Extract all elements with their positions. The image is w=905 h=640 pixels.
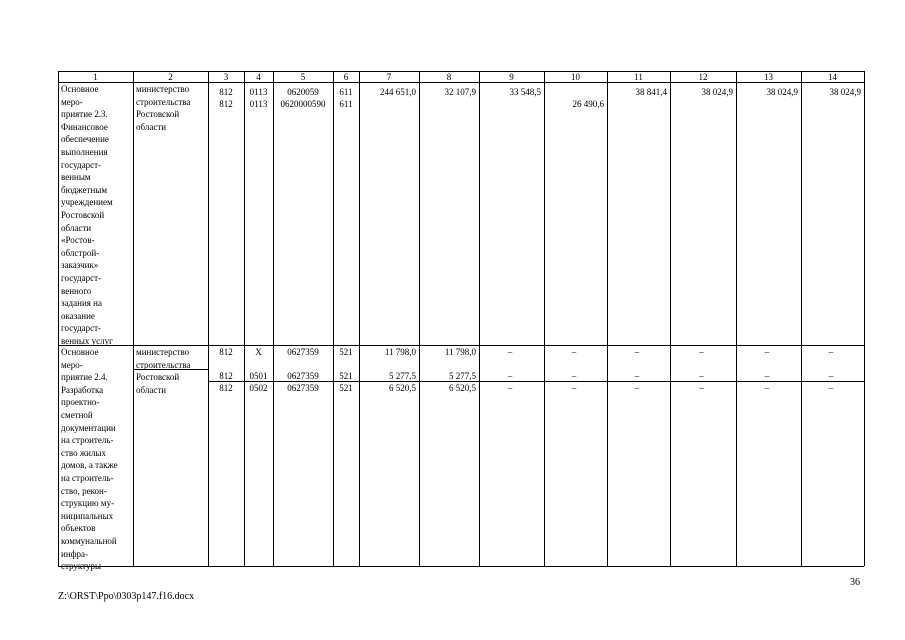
measure-name-line: струкцию му- bbox=[61, 498, 115, 509]
cell-c12: – bbox=[699, 371, 704, 381]
table-rule bbox=[479, 71, 480, 566]
column-number: 12 bbox=[698, 72, 708, 82]
cell-c12: – bbox=[699, 347, 704, 357]
table-rule bbox=[133, 71, 134, 566]
column-number: 2 bbox=[168, 72, 173, 82]
table-rule bbox=[864, 71, 865, 566]
table-rule bbox=[58, 566, 864, 567]
measure-name-line: государст- bbox=[61, 323, 101, 334]
column-number: 11 bbox=[634, 72, 643, 82]
measure-name-line: Основное bbox=[61, 347, 99, 357]
measure-name-line: проектно- bbox=[61, 397, 100, 408]
cell-c11: – bbox=[634, 371, 640, 381]
column-number: 8 bbox=[446, 72, 452, 82]
column-number: 9 bbox=[509, 72, 514, 82]
cell-c3: 812 bbox=[219, 99, 233, 109]
table-rule bbox=[736, 71, 737, 566]
measure-name-line: ство, рекон- bbox=[61, 485, 107, 496]
measure-name-line: приятие 2.3. bbox=[61, 109, 108, 120]
table-rule bbox=[607, 71, 608, 566]
cell-c9: 33 548,5 bbox=[509, 87, 541, 97]
measure-name-line: документации bbox=[61, 422, 116, 433]
measure-name-line: Ростовской bbox=[61, 210, 105, 220]
cell-c5: 0627359 bbox=[287, 383, 319, 393]
cell-c4: 0113 bbox=[249, 87, 268, 97]
measure-name-line: венным bbox=[61, 172, 91, 183]
table-rule bbox=[58, 71, 59, 566]
cell-c10: – bbox=[571, 383, 577, 393]
cell-c9: – bbox=[507, 371, 513, 381]
measure-name-line: государст- bbox=[61, 159, 101, 170]
cell-c8: 6 520,5 bbox=[449, 383, 476, 393]
measure-name-line: на строитель- bbox=[61, 435, 114, 446]
cell-c3: 812 bbox=[219, 371, 233, 381]
measure-name-line: венного bbox=[61, 285, 92, 296]
cell-c6: 611 bbox=[339, 87, 353, 97]
column-number: 7 bbox=[386, 72, 392, 82]
measure-name-line: инфра- bbox=[61, 548, 88, 559]
cell-c9: – bbox=[507, 347, 513, 357]
cell-c5: 0627359 bbox=[287, 347, 319, 357]
measure-name-line: меро- bbox=[61, 96, 83, 107]
measure-name-line: Финансовое bbox=[61, 121, 108, 132]
measure-name-line: структуры bbox=[61, 561, 102, 572]
cell-c14: – bbox=[828, 347, 834, 357]
cell-c4: X bbox=[255, 347, 262, 357]
measure-name-line: области bbox=[61, 222, 92, 233]
table-rule bbox=[333, 71, 334, 566]
cell-c6: 521 bbox=[339, 383, 353, 393]
measure-name-line: «Ростов- bbox=[61, 235, 95, 246]
measure-name-line: венных услуг bbox=[61, 336, 113, 346]
cell-c5: 0620000590 bbox=[280, 99, 326, 109]
cell-c8: 5 277,5 bbox=[449, 371, 476, 381]
table-rule bbox=[273, 71, 274, 566]
column-number: 4 bbox=[256, 72, 261, 82]
table-rule bbox=[359, 71, 360, 566]
cell-c8: 11 798,0 bbox=[444, 347, 476, 357]
measure-name-line: приятие 2.4. bbox=[61, 372, 108, 383]
cell-c3: 812 bbox=[219, 347, 233, 357]
cell-c4: 0113 bbox=[249, 99, 268, 109]
measure-name-line: ство жилых bbox=[61, 447, 106, 458]
column-number: 6 bbox=[343, 72, 349, 82]
measure-name-line: Основное bbox=[61, 84, 99, 94]
file-path: Z:\ORST\Ppo\0303p147.f16.docx bbox=[58, 591, 195, 602]
cell-c13: – bbox=[764, 371, 770, 381]
cell-c12: – bbox=[699, 383, 704, 393]
cell-c13: 38 024,9 bbox=[766, 87, 798, 97]
measure-name-line: Разработка bbox=[61, 384, 104, 395]
cell-c10: – bbox=[571, 371, 577, 381]
cell-c5: 0627359 bbox=[287, 371, 319, 381]
measure-name-line: облстрой- bbox=[61, 247, 100, 258]
executor-line: области bbox=[136, 121, 167, 132]
executor-line: Ростовской bbox=[136, 372, 180, 383]
cell-c6: 521 bbox=[339, 347, 353, 357]
column-number: 13 bbox=[764, 72, 773, 82]
measure-name-line: учреждением bbox=[61, 197, 113, 208]
measure-name-line: выполнения bbox=[61, 147, 108, 157]
table-rule bbox=[544, 71, 545, 566]
executor-line: строительства bbox=[136, 96, 191, 107]
measure-name-line: на строитель- bbox=[61, 473, 114, 483]
cell-c5: 0620059 bbox=[287, 87, 319, 97]
column-number: 14 bbox=[828, 72, 837, 82]
cell-c6: 611 bbox=[339, 99, 353, 109]
cell-c10: 26 490,6 bbox=[572, 99, 604, 109]
executor-line: области bbox=[136, 384, 167, 395]
cell-c11: – bbox=[634, 347, 640, 357]
measure-name-line: объектов bbox=[61, 523, 96, 534]
cell-c11: – bbox=[634, 383, 640, 393]
executor-line: строительства bbox=[136, 359, 191, 370]
measure-name-line: государст- bbox=[61, 273, 101, 283]
executor-line: министерство bbox=[136, 84, 190, 94]
measure-name-line: меро- bbox=[61, 359, 83, 370]
page-number: 36 bbox=[850, 577, 860, 588]
cell-c7: 11 798,0 bbox=[384, 347, 416, 357]
table-rule bbox=[208, 71, 209, 566]
cell-c14: – bbox=[828, 371, 834, 381]
cell-c11: 38 841,4 bbox=[635, 87, 667, 97]
table-rule bbox=[244, 71, 245, 566]
column-number: 10 bbox=[571, 72, 580, 82]
cell-c12: 38 024,9 bbox=[701, 87, 733, 97]
table-rule bbox=[801, 71, 802, 566]
cell-c9: – bbox=[507, 383, 513, 393]
column-number: 1 bbox=[93, 72, 98, 82]
cell-c13: – bbox=[764, 383, 770, 393]
cell-c14: 38 024,9 bbox=[829, 87, 861, 97]
table-rule bbox=[670, 71, 671, 566]
column-number: 3 bbox=[223, 72, 229, 82]
column-number: 5 bbox=[300, 72, 306, 82]
measure-name-line: домов, а также bbox=[61, 460, 118, 471]
measure-name-line: ниципальных bbox=[61, 510, 114, 521]
cell-c3: 812 bbox=[219, 87, 233, 97]
executor-line: министерство bbox=[136, 347, 190, 357]
measure-name-line: оказание bbox=[61, 310, 95, 321]
measure-name-line: заказчик» bbox=[61, 260, 99, 271]
measure-name-line: обеспечение bbox=[61, 134, 109, 145]
cell-c7: 6 520,5 bbox=[389, 383, 416, 393]
cell-c10: – bbox=[571, 347, 577, 357]
executor-line: Ростовской bbox=[136, 109, 180, 120]
measure-name-line: задания на bbox=[61, 298, 102, 309]
measure-name-line: бюджетным bbox=[61, 184, 108, 195]
measure-name-line: коммунальной bbox=[61, 536, 117, 546]
cell-c6: 521 bbox=[339, 371, 353, 381]
cell-c8: 32 107,9 bbox=[444, 87, 476, 97]
cell-c14: – bbox=[828, 383, 834, 393]
cell-c3: 812 bbox=[219, 383, 233, 393]
cell-c4: 0502 bbox=[249, 383, 268, 393]
table-rule bbox=[419, 71, 420, 566]
cell-c7: 244 651,0 bbox=[380, 87, 416, 97]
cell-c13: – bbox=[764, 347, 770, 357]
cell-c7: 5 277,5 bbox=[389, 371, 416, 381]
measure-name-line: сметной bbox=[61, 410, 93, 420]
cell-c4: 0501 bbox=[249, 371, 268, 381]
